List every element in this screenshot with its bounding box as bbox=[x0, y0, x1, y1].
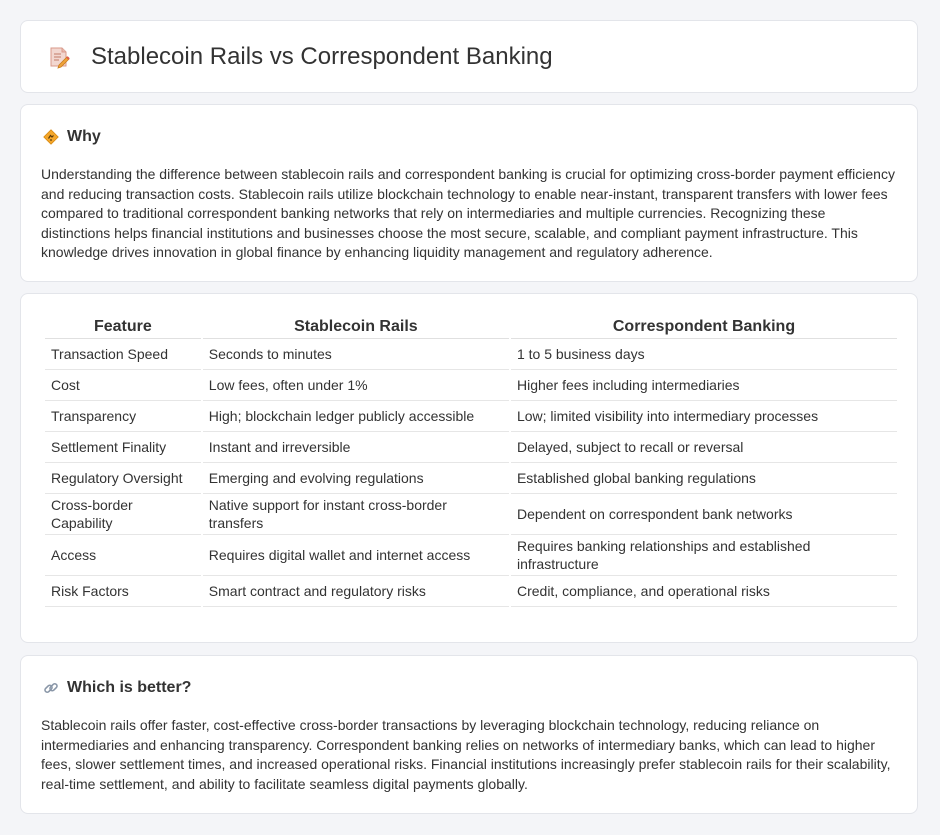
stablecoin-cell: Requires digital wallet and internet access bbox=[203, 535, 509, 576]
comparison-section bbox=[20, 293, 918, 643]
document-pencil-icon bbox=[47, 45, 71, 69]
stablecoin-cell: Smart contract and regulatory risks bbox=[203, 576, 509, 607]
table-row bbox=[45, 463, 897, 494]
table-row bbox=[45, 401, 897, 432]
table-row bbox=[45, 432, 897, 463]
comparison-table bbox=[43, 316, 899, 607]
table-row bbox=[45, 370, 897, 401]
link-icon bbox=[43, 680, 59, 696]
header-correspondent-banking: Correspondent Banking bbox=[511, 316, 897, 339]
better-heading: Which is better? bbox=[67, 679, 192, 696]
table-header-row bbox=[45, 316, 897, 339]
correspondent-cell: Low; limited visibility into intermediary processes bbox=[511, 401, 897, 432]
correspondent-cell: Established global banking regulations bbox=[511, 463, 897, 494]
why-text: Understanding the difference between stablecoin rails and correspondent banking is crucial for optimizing cross-border payment efficiency and reducing transaction costs. Stablecoin rails utilize blockchain technology to enable near-instant, transparent transfers with lower fees compared to traditional correspondent banking networks that rely on intermediaries and multiple currencies. Recognizing these distinctions helps financial institutions and businesses choose the most secure, scalable, and compliant payment infrastructure. This knowledge drives innovation in global finance by enhancing liquidity management and regulatory adherence. bbox=[41, 166, 895, 261]
why-section bbox=[20, 104, 918, 282]
header-feature: Feature bbox=[45, 316, 201, 339]
table-row bbox=[45, 535, 897, 576]
correspondent-cell: Requires banking relationships and established infrastructure bbox=[511, 535, 897, 576]
table-row bbox=[45, 339, 897, 370]
stablecoin-cell: Seconds to minutes bbox=[203, 339, 509, 370]
feature-cell: Transparency bbox=[45, 401, 201, 432]
which-is-better-section bbox=[20, 655, 918, 814]
correspondent-cell: Higher fees including intermediaries bbox=[511, 370, 897, 401]
feature-cell: Risk Factors bbox=[45, 576, 201, 607]
table-row bbox=[45, 576, 897, 607]
correspondent-cell: Credit, compliance, and operational risks bbox=[511, 576, 897, 607]
feature-cell: Access bbox=[45, 535, 201, 576]
feature-cell: Regulatory Oversight bbox=[45, 463, 201, 494]
feature-cell: Transaction Speed bbox=[45, 339, 201, 370]
feature-cell: Cost bbox=[45, 370, 201, 401]
stablecoin-cell: Low fees, often under 1% bbox=[203, 370, 509, 401]
stablecoin-cell: Native support for instant cross-border transfers bbox=[203, 494, 509, 535]
better-text: Stablecoin rails offer faster, cost-effective cross-border transactions by leveraging blockchain technology, reducing reliance on intermediaries and enhancing transparency. Correspondent banking relies on networks of intermediary banks, which can lead to higher fees, slower settlement times, and increased operational risks. Financial institutions increasingly prefer stablecoin rails for their scalability, real-time settlement, and ability to facilitate seamless digital payments globally. bbox=[41, 717, 891, 792]
page-title: Stablecoin Rails vs Correspondent Banking bbox=[91, 42, 553, 70]
stablecoin-cell: Instant and irreversible bbox=[203, 432, 509, 463]
feature-cell: Settlement Finality bbox=[45, 432, 201, 463]
stablecoin-cell: Emerging and evolving regulations bbox=[203, 463, 509, 494]
table-row bbox=[45, 494, 897, 535]
correspondent-cell: Delayed, subject to recall or reversal bbox=[511, 432, 897, 463]
header-stablecoin-rails: Stablecoin Rails bbox=[203, 316, 509, 339]
correspondent-cell: 1 to 5 business days bbox=[511, 339, 897, 370]
stablecoin-cell: High; blockchain ledger publicly accessible bbox=[203, 401, 509, 432]
diamond-warning-icon bbox=[43, 129, 59, 145]
feature-cell: Cross-border Capability bbox=[45, 494, 201, 535]
why-heading: Why bbox=[67, 128, 101, 145]
correspondent-cell: Dependent on correspondent bank networks bbox=[511, 494, 897, 535]
title-card bbox=[20, 20, 918, 93]
